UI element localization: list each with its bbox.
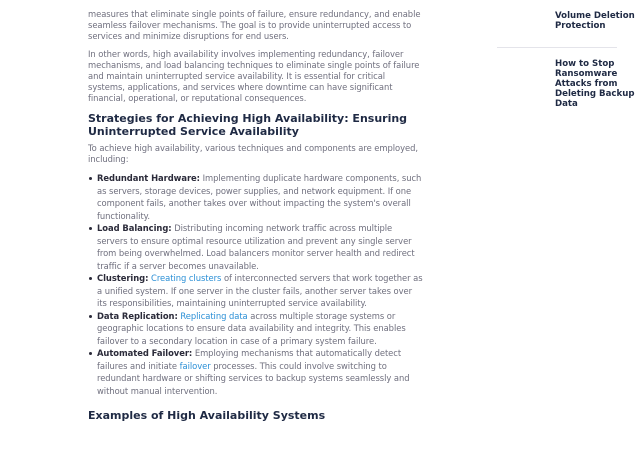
creating-clusters-link[interactable]: Creating clusters [151, 273, 222, 283]
bullet-text: Implementing duplicate hardware components, such as servers, storage devices, power supplies, and network equipment. If one component fails, another takes over without impacting the system's overall functionality. [97, 173, 422, 221]
bullet-text: Distributing incoming network traffic across multiple servers to ensure optimal resource utilization and prevent any single server from being overwhelmed. Load balancers monitor server health and redirect traffic if a server becomes unavailable. [97, 223, 415, 271]
bullet-text: processes. This could involve switching to redundant hardware or shifting services to backup systems seamlessly and without manual intervention. [97, 360, 410, 396]
failover-link[interactable]: failover [179, 360, 211, 371]
article-body [88, 9, 424, 427]
related-articles-sidebar [497, 0, 638, 109]
bullet-term: Automated Failover: [97, 348, 193, 358]
sidebar-link-volume-deletion-protection[interactable]: Volume Deletion Protection [555, 11, 635, 31]
examples-heading: Examples of High Availability Systems [88, 409, 326, 422]
list-item-data-replication [97, 310, 424, 348]
bullet-term: Redundant Hardware: [97, 173, 200, 183]
list-item-load-balancing [97, 222, 424, 272]
list-item-clustering [97, 272, 424, 310]
bullet-text: of interconnected servers that work together as a unified system. If one server in the cluster fails, another server takes over its responsibilities, maintaining uninterrupted service availability. [97, 273, 423, 308]
bullet-text: Employing mechanisms that automatically detect failures and initiate [97, 348, 402, 371]
intro-paragraph-2: In other words, high availability involves implementing redundancy, failover mechanisms, and load balancing techniques to eliminate single points of failure and maintain uninterrupted service availability. It is essential for critical systems, applications, and services where downtime can have significant financial, operational, or reputational consequences. [88, 49, 420, 103]
strategies-list [88, 172, 424, 397]
strategies-heading: Strategies for Achieving High Availability: Ensuring Uninterrupted Service Availability [88, 112, 408, 138]
sidebar-divider [497, 47, 617, 48]
bullet-term: Load Balancing: [97, 223, 172, 233]
sidebar-link-stop-ransomware[interactable]: How to Stop Ransomware Attacks from Deleting Backup Data [555, 59, 635, 109]
intro-paragraph-1: measures that eliminate single points of failure, ensure redundancy, and enable seamless failover mechanisms. The goal is to provide uninterrupted access to services and minimize disruptions for end users. [88, 9, 421, 41]
list-item-redundant-hardware [97, 172, 424, 222]
list-item-automated-failover [97, 347, 424, 397]
strategies-intro: To achieve high availability, various techniques and components are employed, including: [88, 143, 419, 164]
bullet-text: across multiple storage systems or geographic locations to ensure data availability and integrity. This enables failover to a secondary location in case of a primary system failure. [97, 310, 406, 346]
bullet-term: Clustering: [97, 273, 149, 283]
replicating-data-link[interactable]: Replicating data [180, 310, 248, 321]
bullet-term: Data Replication: [97, 310, 178, 321]
